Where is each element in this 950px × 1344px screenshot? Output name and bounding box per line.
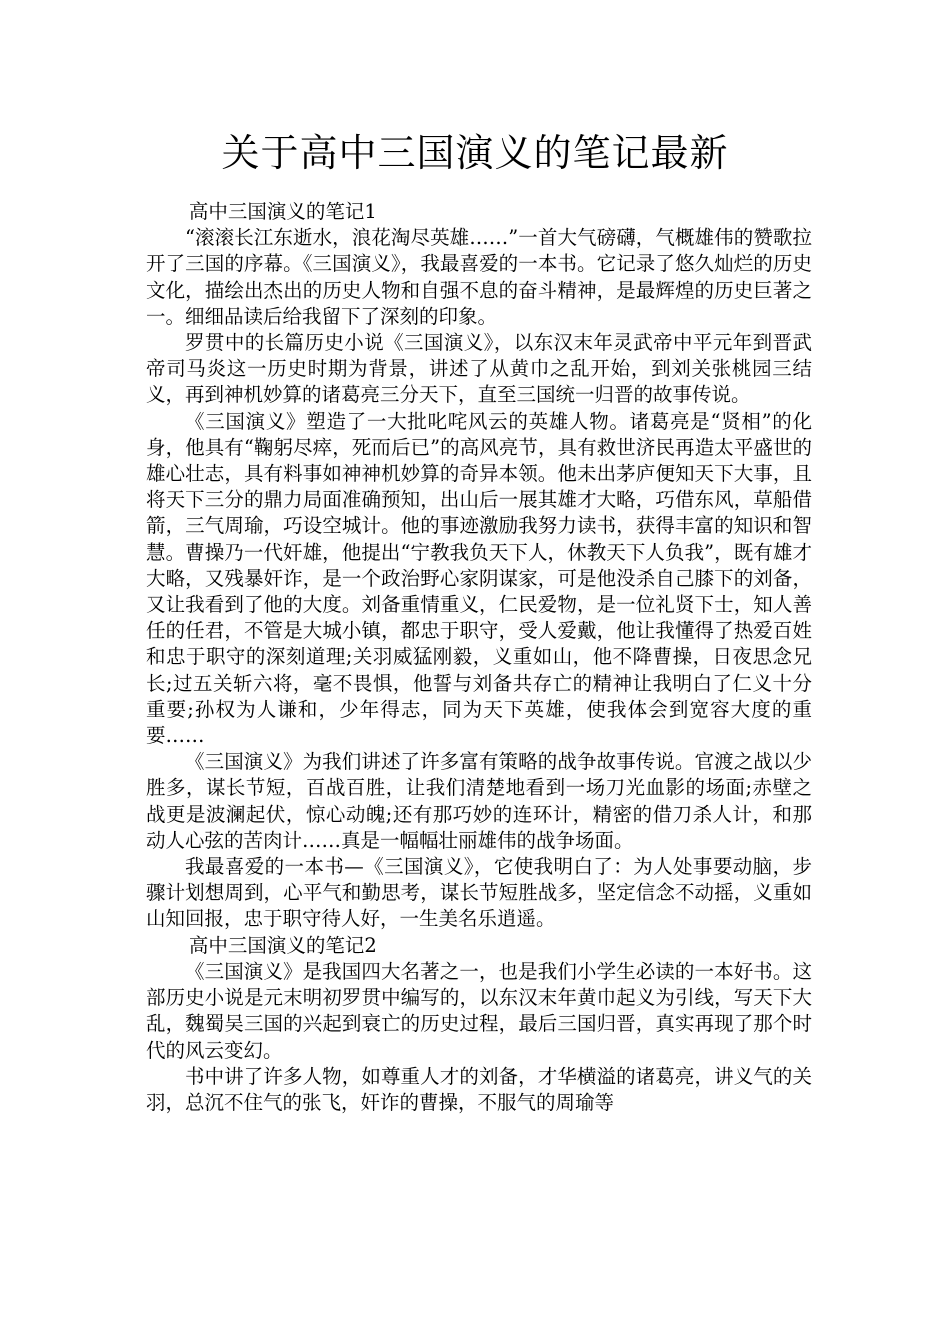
section-heading-2: 高中三国演义的笔记2 (188, 933, 377, 957)
section-heading-1: 高中三国演义的笔记1 (188, 200, 377, 223)
paragraph: “滚滚长江东逝水，浪花淘尽英雄……”一首大气磅礴，气概雄伟的赞歌拉开了三国的序幕。《三国演义》，我最喜爱的一本书。它记录了悠久灿烂的历史文化，描绘出杰出的历史人物和自强不息的奋斗精神，是最辉煌的历史巨著之一。细细品读后给我留下了深刻的印象。 (146, 226, 812, 328)
paragraph: 书中讲了许多人物，如尊重人才的刘备，才华横溢的诸葛亮，讲义气的关羽，总沉不住气的张飞，奸诈的曹操，不服气的周瑜等 (146, 1064, 812, 1114)
paragraph: 我最喜爱的一本书—《三国演义》，它使我明白了：为人处事要动脑，步骤计划想周到，心平气和勤思考，谋长节短胜战多，坚定信念不动摇，义重如山知回报，忠于职守待人好，一生美名乐逍遥。 (146, 855, 812, 931)
document-body (146, 199, 812, 1116)
paragraph: 罗贯中的长篇历史小说《三国演义》，以东汉末年灵武帝中平元年到晋武帝司马炎这一历史时期为背景，讲述了从黄巾之乱开始，到刘关张桃园三结义，再到神机妙算的诸葛亮三分天下，直至三国统一归晋的故事传说。 (146, 331, 812, 407)
document-title: 关于高中三国演义的笔记最新 (221, 131, 729, 175)
paragraph: 《三国演义》是我国四大名著之一，也是我们小学生必读的一本好书。这部历史小说是元末明初罗贯中编写的，以东汉末年黄巾起义为引线，写天下大乱，魏蜀吴三国的兴起到衰亡的历史过程，最后三国归晋，真实再现了那个时代的风云变幻。 (146, 959, 812, 1062)
paragraph: 《三国演义》塑造了一大批叱咤风云的英雄人物。诸葛亮是“贤相”的化身，他具有“鞠躬尽瘁，死而后已”的高风亮节，具有救世济民再造太平盛世的雄心壮志，具有料事如神神机妙算的奇异本领。他未出茅庐便知天下大事，且将天下三分的鼎力局面准确预知，出山后一展其雄才大略，巧借东风，草船借箭，三气周瑜，巧设空城计。他的事迹激励我努力读书，获得丰富的知识和智慧。曹操乃一代奸雄，他提出“宁教我负天下人，休教天下人负我”，既有雄才大略，又残暴奸诈，是一个政治野心家阴谋家，可是他没杀自己膝下的刘备，又让我看到了他的大度。刘备重情重义，仁民爱物，是一位礼贤下士，知人善任的任君，不管是大城小镇，都忠于职守，受人爱戴，他让我懂得了热爱百姓和忠于职守的深刻道理;关羽威猛刚毅，义重如山，他不降曹操，日夜思念兄长;过五关斩六将，毫不畏惧，他誓与刘备共存亡的精神让我明白了仁义十分重要;孙权为人谦和，少年得志，同为天下英雄，使我体会到宽容大度的重要…… (146, 409, 812, 748)
paragraph: 《三国演义》为我们讲述了许多富有策略的战争故事传说。官渡之战以少胜多，谋长节短，百战百胜，让我们清楚地看到一场刀光血影的场面;赤壁之战更是波澜起伏，惊心动魄;还有那巧妙的连环计，精密的借刀杀人计，和那动人心弦的苦肉计……真是一幅幅壮丽雄伟的战争场面。 (146, 750, 812, 852)
